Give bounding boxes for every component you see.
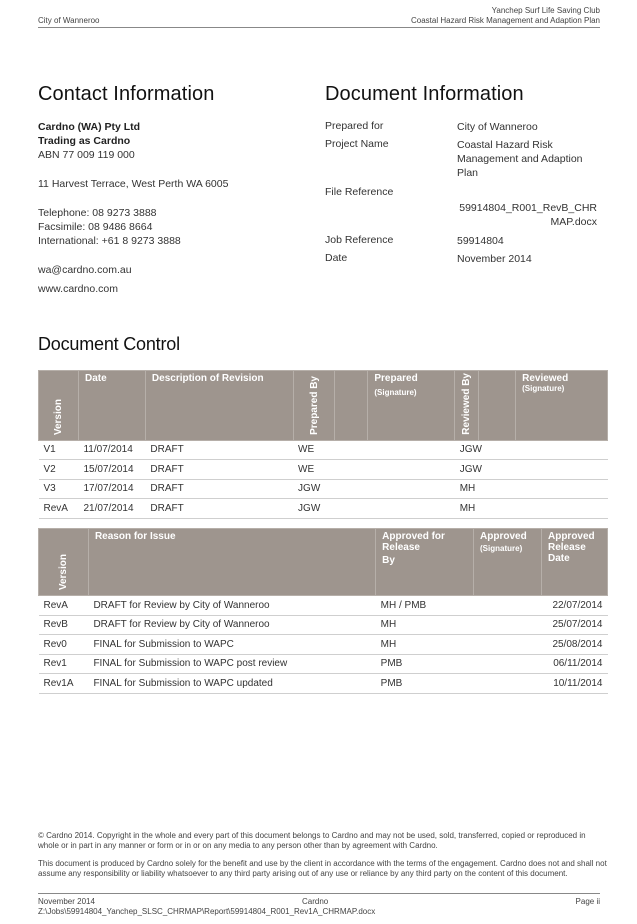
footer-date: November 2014 — [38, 897, 95, 906]
issue-approved-by: MH — [376, 635, 542, 655]
revision-date: 17/07/2014 — [78, 479, 145, 499]
contact-facsimile: Facsimile: 08 9486 8664 — [38, 221, 153, 233]
contact-company: Cardno (WA) Pty Ltd — [38, 121, 141, 133]
revision-reviewed-by: JGW — [455, 440, 608, 460]
revision-description: DRAFT — [145, 460, 293, 480]
prepared-signature-header: (Signature) — [374, 388, 417, 397]
project-name-label: Project Name — [325, 138, 389, 150]
col2-approved-signature — [474, 529, 542, 596]
job-reference-label: Job Reference — [325, 234, 394, 246]
revision-description: DRAFT — [145, 499, 293, 519]
col2-approved-for-release — [376, 529, 474, 596]
approved-signature-header: (Signature) — [480, 544, 523, 553]
col-reviewed-by: Reviewed By — [455, 371, 479, 441]
revision-prepared-by: JGW — [293, 499, 455, 519]
col2-version: Version — [39, 529, 89, 596]
revision-version: RevA — [39, 499, 79, 519]
revision-version: V2 — [39, 460, 79, 480]
issue-version: RevA — [39, 596, 89, 616]
revision-prepared-by: JGW — [293, 479, 455, 499]
issue-table — [38, 528, 608, 694]
issue-row — [39, 654, 608, 674]
issue-release-date: 22/07/2014 — [541, 596, 607, 616]
header-project-line1: Yanchep Surf Life Saving Club — [491, 6, 600, 15]
revision-date: 21/07/2014 — [78, 499, 145, 519]
revision-row — [39, 479, 608, 499]
disclaimer-notice: This document is produced by Cardno solely for the benefit and use by the client in accordance with the terms of the engagement. Cardno does not and shall not assume any responsibility or liability whatsoever to any third party arising out of any use or reliance by any third party on the content of this document. — [38, 859, 607, 878]
revision-row — [39, 499, 608, 519]
issue-row — [39, 635, 608, 655]
issue-reason: FINAL for Submission to WAPC — [88, 635, 375, 655]
file-reference-value: 59914804_R001_RevB_CHRMAP.docx — [459, 202, 597, 228]
revision-prepared-by: WE — [293, 440, 455, 460]
issue-approved-by: PMB — [376, 654, 542, 674]
revision-description: DRAFT — [145, 440, 293, 460]
issue-reason: FINAL for Submission to WAPC post review — [88, 654, 375, 674]
col2-approved-release-date: Approved Release Date — [541, 529, 607, 596]
revision-description: DRAFT — [145, 479, 293, 499]
issue-approved-by: MH / PMB — [376, 596, 542, 616]
reviewed-header: Reviewed — [522, 373, 569, 384]
contact-block — [38, 120, 228, 296]
contact-title: Contact Information — [38, 83, 215, 105]
revision-row — [39, 440, 608, 460]
contact-trading: Trading as Cardno — [38, 135, 131, 147]
revision-reviewed-by: MH — [455, 479, 608, 499]
revision-date: 11/07/2014 — [78, 440, 145, 460]
issue-reason: DRAFT for Review by City of Wanneroo — [88, 596, 375, 616]
contact-email[interactable]: wa@cardno.com.au — [38, 264, 132, 276]
issue-row — [39, 596, 608, 616]
revision-row — [39, 460, 608, 480]
revision-reviewed-by: JGW — [455, 460, 608, 480]
issue-approved-by: MH — [376, 615, 542, 635]
prepared-for-value: City of Wanneroo — [457, 121, 538, 133]
col-description: Description of Revision — [145, 371, 293, 441]
col2-reason: Reason for Issue — [88, 529, 375, 596]
revision-version: V1 — [39, 440, 79, 460]
issue-release-date: 25/08/2014 — [541, 635, 607, 655]
copyright-notice: © Cardno 2014. Copyright in the whole and every part of this document belongs to Cardno and may not be used, sold, transferred, copied or reproduced in whole or in part in any manner or form or in or on any media to any person other than by agreement with Cardno. — [38, 831, 586, 850]
footer-company: Cardno — [302, 897, 329, 906]
prepared-header: Prepared — [374, 373, 418, 384]
issue-approved-by: PMB — [376, 674, 542, 694]
footer-divider — [38, 893, 600, 894]
col-version: Version — [39, 371, 79, 441]
issue-version: Rev0 — [39, 635, 89, 655]
col-prepared-by: Prepared By — [293, 371, 335, 441]
revision-reviewed-by: MH — [455, 499, 608, 519]
col-date: Date — [78, 371, 145, 441]
docinfo-title: Document Information — [325, 83, 524, 105]
issue-row — [39, 615, 608, 635]
col-prepared-signature — [368, 371, 455, 441]
date-label: Date — [325, 252, 348, 264]
footer-page: Page ii — [575, 897, 600, 906]
issue-release-date: 06/11/2014 — [541, 654, 607, 674]
revision-prepared-by: WE — [293, 460, 455, 480]
contact-telephone: Telephone: 08 9273 3888 — [38, 207, 157, 219]
approved-by-header: By — [382, 555, 395, 566]
document-control-title: Document Control — [38, 334, 180, 354]
job-reference-value: 59914804 — [457, 235, 504, 247]
revision-date: 15/07/2014 — [78, 460, 145, 480]
revision-version: V3 — [39, 479, 79, 499]
issue-release-date: 25/07/2014 — [541, 615, 607, 635]
issue-release-date: 10/11/2014 — [541, 674, 607, 694]
header-project — [411, 6, 600, 26]
contact-website[interactable]: www.cardno.com — [38, 283, 118, 295]
col-blank-2 — [479, 371, 516, 441]
issue-version: Rev1 — [39, 654, 89, 674]
file-reference-label: File Reference — [325, 186, 394, 198]
issue-row — [39, 674, 608, 694]
revision-table — [38, 370, 608, 519]
contact-abn: ABN 77 009 119 000 — [38, 149, 135, 161]
contact-address: 11 Harvest Terrace, West Perth WA 6005 — [38, 178, 229, 190]
reviewed-signature-header: (Signature) — [522, 384, 565, 393]
issue-version: Rev1A — [39, 674, 89, 694]
issue-version: RevB — [39, 615, 89, 635]
contact-international: International: +61 8 9273 3888 — [38, 235, 181, 247]
issue-reason: FINAL for Submission to WAPC updated — [88, 674, 375, 694]
col-reviewed-signature — [516, 371, 608, 441]
footer-path: Z:\Jobs\59914804_Yanchep_SLSC_CHRMAP\Report\59914804_R001_Rev1A_CHRMAP.docx — [38, 907, 376, 916]
issue-reason: DRAFT for Review by City of Wanneroo — [88, 615, 375, 635]
approved-for-release-header: Approved for Release — [382, 531, 445, 553]
approved-header: Approved — [480, 531, 527, 542]
header-project-line2: Coastal Hazard Risk Management and Adaption Plan — [411, 16, 600, 25]
header-client: City of Wanneroo — [38, 16, 100, 25]
header-divider — [38, 27, 600, 28]
col-blank-1 — [335, 371, 368, 441]
prepared-for-label: Prepared for — [325, 120, 384, 132]
date-value: November 2014 — [457, 253, 532, 265]
project-name-value: Coastal Hazard Risk Management and Adaption Plan — [457, 139, 583, 179]
